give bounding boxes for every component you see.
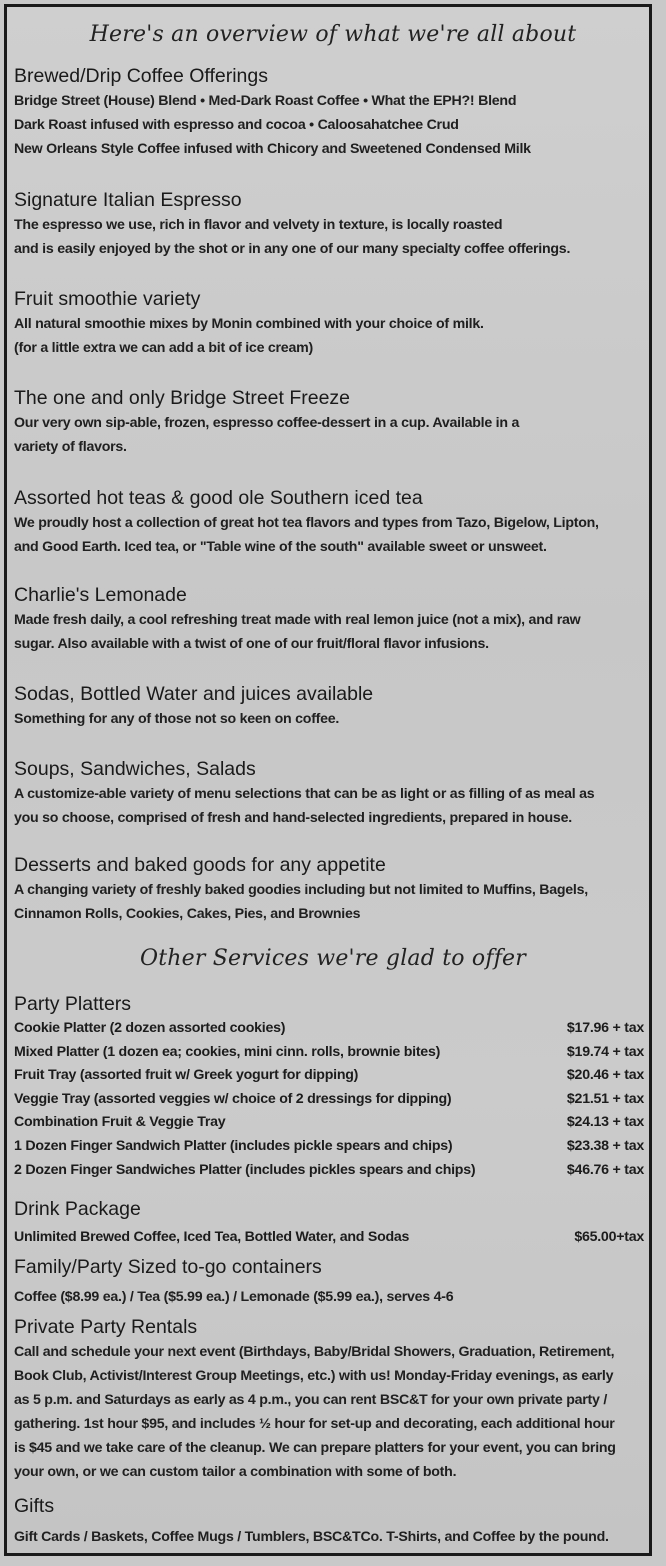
item-price: $65.00+tax	[574, 1229, 644, 1245]
item-price: $24.13 + tax	[566, 1114, 644, 1131]
menu-item	[14, 1135, 644, 1159]
item-price: $23.38 + tax	[566, 1137, 644, 1154]
section-family-containers	[14, 1255, 656, 1309]
section-espresso	[14, 188, 656, 261]
section-title: Signature Italian Espresso	[14, 189, 242, 211]
section-title: Assorted hot teas & good ole Southern iced tea	[14, 487, 423, 509]
section-freeze	[14, 386, 656, 459]
section-line: A customize-able variety of menu selections that can be as light or as filling of as meal as	[14, 786, 595, 802]
section-line: All natural smoothie mixes by Monin combined with your choice of milk.	[14, 316, 484, 332]
item-price: $21.51 + tax	[566, 1090, 644, 1107]
item-name: 1 Dozen Finger Sandwich Platter (includes pickle spears and chips)	[14, 1137, 453, 1154]
section-line: New Orleans Style Coffee infused with Chicory and Sweetened Condensed Milk	[14, 141, 531, 157]
section-title: Brewed/Drip Coffee Offerings	[14, 65, 268, 87]
section-brewed-coffee	[14, 64, 656, 161]
section-line: Something for any of those not so keen on coffee.	[14, 711, 340, 727]
item-name: Cookie Platter (2 dozen assorted cookies)	[14, 1020, 286, 1036]
section-line: your own, or we can custom tailor a combination with some of both.	[14, 1464, 457, 1480]
menu-item	[14, 1226, 644, 1250]
services-heading: Other Services we're glad to offer	[140, 946, 526, 971]
section-line: The espresso we use, rich in flavor and velvety in texture, is locally roasted	[14, 217, 503, 233]
menu-item	[14, 1159, 644, 1183]
item-price: $19.74 + tax	[566, 1043, 644, 1060]
section-title: Gifts	[14, 1495, 55, 1517]
menu-item	[14, 1088, 644, 1112]
section-title: Desserts and baked goods for any appetite	[14, 854, 386, 876]
section-sodas	[14, 682, 656, 731]
section-party-platters	[14, 992, 644, 1182]
item-name: Veggie Tray (assorted veggies w/ choice of 2 dressings for dipping)	[14, 1090, 452, 1107]
section-title: The one and only Bridge Street Freeze	[14, 387, 351, 409]
section-title: Fruit smoothie variety	[14, 288, 201, 310]
section-line: sugar. Also available with a twist of one of our fruit/floral flavor infusions.	[14, 636, 489, 652]
menu-item	[14, 1041, 644, 1065]
section-line: gathering. 1st hour $95, and includes ½ hour for set-up and decorating, each additional hour	[14, 1416, 615, 1432]
section-line: is $45 and we take care of the cleanup. We can prepare platters for your event, you can bring	[14, 1440, 616, 1456]
item-price: $20.46 + tax	[566, 1067, 644, 1084]
section-line: variety of flavors.	[14, 439, 127, 455]
menu-item	[14, 1017, 644, 1041]
section-line: We proudly host a collection of great hot tea flavors and types from Tazo, Bigelow, Lipton,	[14, 515, 599, 531]
item-name: Unlimited Brewed Coffee, Iced Tea, Bottled Water, and Sodas	[14, 1229, 410, 1245]
section-title: Party Platters	[14, 993, 132, 1015]
overview-heading: Here's an overview of what we're all about	[89, 22, 577, 47]
section-line: Call and schedule your next event (Birthdays, Baby/Bridal Showers, Graduation, Retirement,	[14, 1344, 615, 1360]
section-title: Drink Package	[14, 1198, 141, 1220]
section-title: Charlie's Lemonade	[14, 584, 187, 606]
section-private-rentals	[14, 1315, 656, 1484]
item-price: $46.76 + tax	[566, 1161, 644, 1178]
section-teas	[14, 486, 656, 559]
section-drink-package	[14, 1197, 644, 1250]
section-line: as 5 p.m. and Saturdays as early as 4 p.m., you can rent BSC&T for your own private party /	[14, 1392, 608, 1408]
section-line: Gift Cards / Baskets, Coffee Mugs / Tumblers, BSC&TCo. T-Shirts, and Coffee by the pound.	[14, 1529, 609, 1545]
item-name: Combination Fruit & Veggie Tray	[14, 1114, 226, 1131]
section-line: you so choose, comprised of fresh and hand-selected ingredients, prepared in house.	[14, 810, 572, 826]
section-smoothie	[14, 287, 656, 360]
section-lemonade	[14, 583, 656, 656]
section-line: A changing variety of freshly baked goodies including but not limited to Muffins, Bagels,	[14, 882, 588, 898]
section-line: Book Club, Activist/Interest Group Meetings, etc.) with us! Monday-Friday evenings, as early	[14, 1368, 614, 1384]
item-name: Mixed Platter (1 dozen ea; cookies, mini cinn. rolls, brownie bites)	[14, 1043, 441, 1060]
item-name: Fruit Tray (assorted fruit w/ Greek yogurt for dipping)	[14, 1067, 359, 1084]
section-line: Made fresh daily, a cool refreshing treat made with real lemon juice (not a mix), and raw	[14, 612, 581, 628]
menu-item	[14, 1111, 644, 1135]
section-gifts	[14, 1494, 656, 1549]
section-line: Dark Roast infused with espresso and cocoa • Caloosahatchee Crud	[14, 117, 459, 133]
section-title: Private Party Rentals	[14, 1316, 198, 1338]
section-line: Coffee ($8.99 ea.) / Tea ($5.99 ea.) / Lemonade ($5.99 ea.), serves 4-6	[14, 1289, 454, 1305]
section-title: Soups, Sandwiches, Salads	[14, 758, 256, 780]
section-title: Sodas, Bottled Water and juices available	[14, 683, 374, 705]
section-soups	[14, 757, 656, 830]
section-line: Our very own sip-able, frozen, espresso coffee-dessert in a cup. Available in a	[14, 415, 520, 431]
section-line: Cinnamon Rolls, Cookies, Cakes, Pies, and Brownies	[14, 906, 361, 922]
item-name: 2 Dozen Finger Sandwiches Platter (includes pickles spears and chips)	[14, 1161, 476, 1178]
section-desserts	[14, 853, 656, 926]
section-line: Bridge Street (House) Blend • Med-Dark Roast Coffee • What the EPH?! Blend	[14, 93, 517, 109]
section-title: Family/Party Sized to-go containers	[14, 1256, 322, 1278]
section-line: (for a little extra we can add a bit of ice cream)	[14, 340, 313, 356]
section-line: and Good Earth. Iced tea, or "Table wine of the south" available sweet or unsweet.	[14, 539, 547, 555]
section-line: and is easily enjoyed by the shot or in any one of our many specialty coffee offerings.	[14, 241, 571, 257]
item-price: $17.96 + tax	[566, 1020, 644, 1036]
menu-item	[14, 1064, 644, 1088]
